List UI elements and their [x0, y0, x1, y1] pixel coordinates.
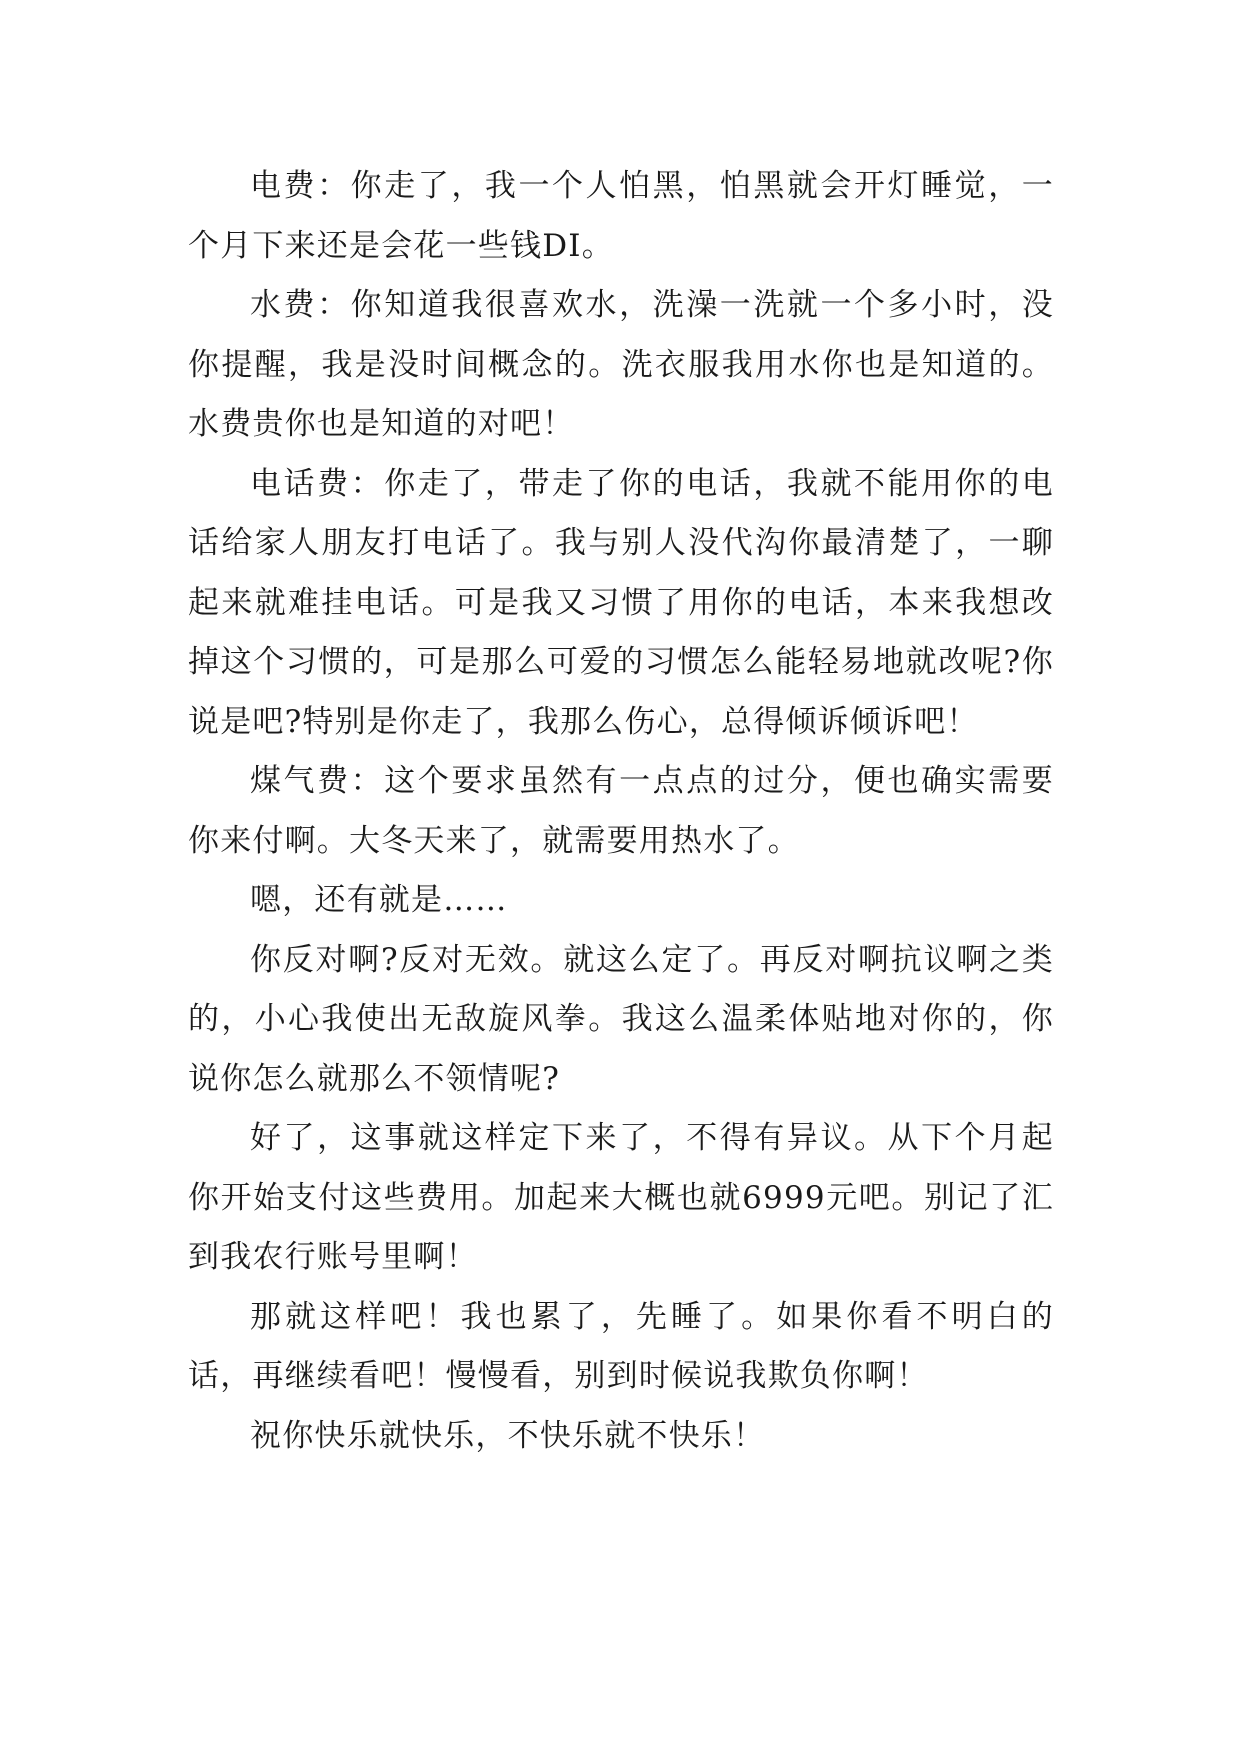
paragraph-and-also: 嗯，还有就是……	[250, 882, 508, 918]
document-body	[188, 157, 1054, 1466]
paragraph-goodnight: 那就这样吧！我也累了，先睡了。如果你看不明白的话，再继续看吧！慢慢看，别到时候说我欺负你啊！	[188, 1298, 1054, 1394]
paragraph-phone-fee: 电话费：你走了，带走了你的电话，我就不能用你的电话给家人朋友打电话了。我与别人没代沟你最清楚了，一聊起来就难挂电话。可是我又习惯了用你的电话，本来我想改掉这个习惯的，可是那么可爱的习惯怎么能轻易地就改呢?你说是吧?特别是你走了，我那么伤心，总得倾诉倾诉吧！	[188, 465, 1054, 740]
paragraph-electricity-fee: 电费：你走了，我一个人怕黑，怕黑就会开灯睡觉，一个月下来还是会花一些钱DI。	[188, 168, 1054, 264]
paragraph-gas-fee: 煤气费：这个要求虽然有一点点的过分，便也确实需要你来付啊。大冬天来了，就需要用热水了。	[188, 763, 1054, 859]
paragraph-water-fee: 水费：你知道我很喜欢水，洗澡一洗就一个多小时，没你提醒，我是没时间概念的。洗衣服我用水你也是知道的。水费贵你也是知道的对吧！	[188, 287, 1054, 442]
paragraph-closing-wish: 祝你快乐就快乐，不快乐就不快乐！	[250, 1417, 766, 1454]
paragraph-settled: 好了，这事就这样定下来了，不得有异议。从下个月起你开始支付这些费用。加起来大概也就6999元吧。别记了汇到我农行账号里啊！	[188, 1120, 1054, 1275]
paragraph-objection: 你反对啊?反对无效。就这么定了。再反对啊抗议啊之类的，小心我使出无敌旋风拳。我这么温柔体贴地对你的，你说你怎么就那么不领情呢?	[188, 941, 1054, 1097]
